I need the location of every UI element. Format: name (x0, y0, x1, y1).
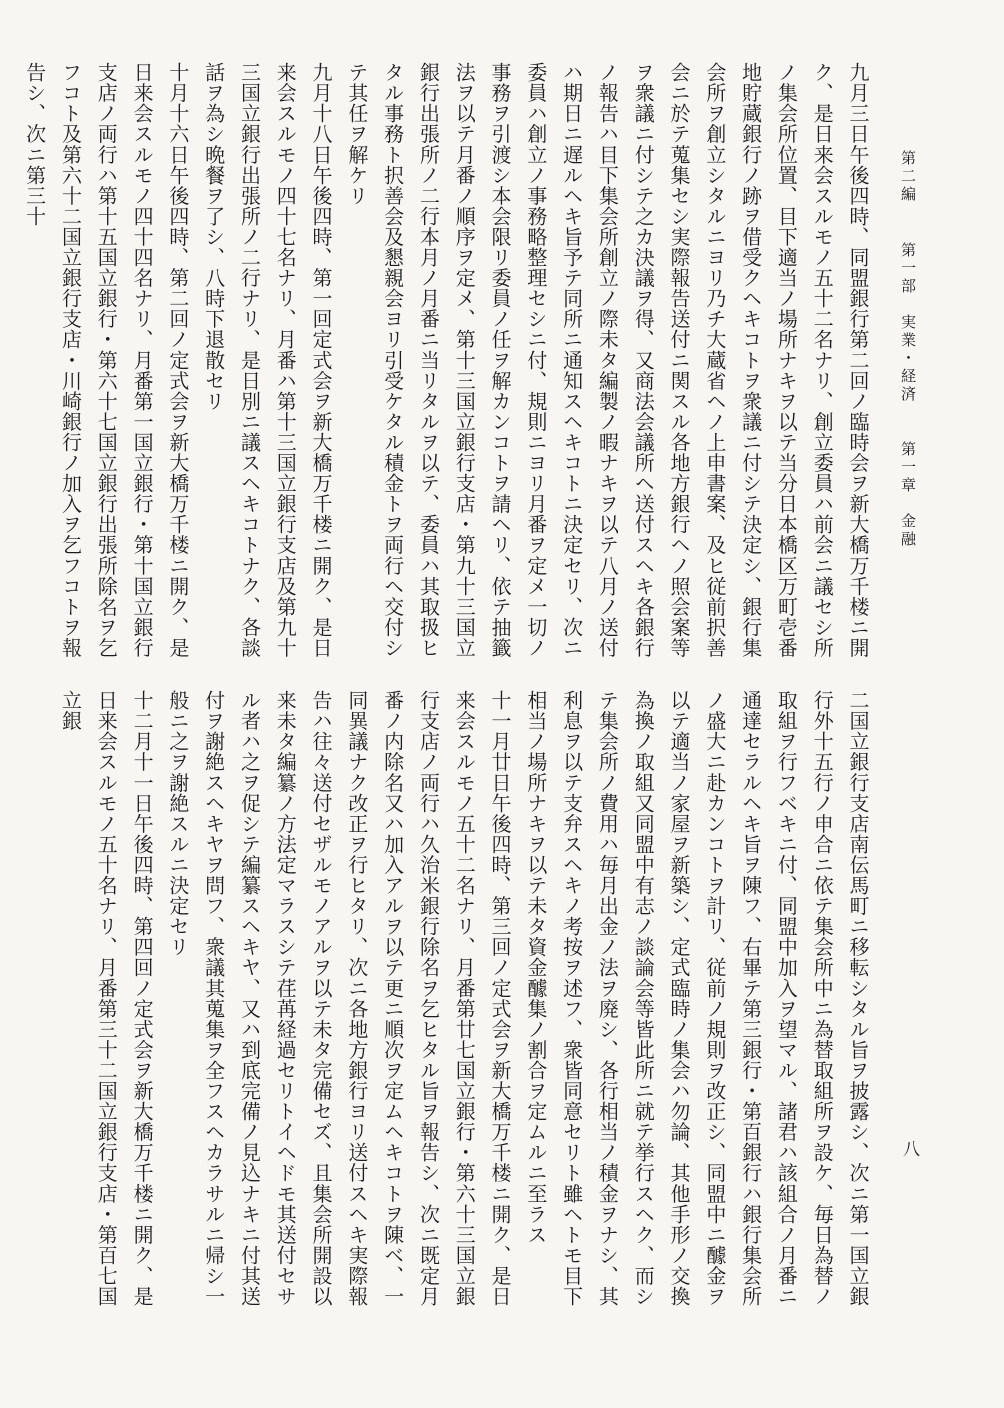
page-number: 八 (903, 1140, 920, 1160)
running-header (898, 150, 918, 549)
upper-body-text: 九月三日午後四時、同盟銀行第二回ノ臨時会ヲ新大橋万千楼ニ開ク、是日来会スルモノ五十二名ナリ、創立委員ハ前会ニ議セシ所ノ集会所位置、目下適当ノ場所ナキヲ以テ当分日本橋区万町壱番地貯蔵銀行ノ跡ヲ借受クヘキコトヲ衆議ニ付シテ決定シ、銀行集会所ヲ創立シタルニヨリ乃チ大蔵省ヘノ上申書案、及ヒ従前択善会ニ於テ蒐集セシ実際報告送付ニ関スル各地方銀行ヘノ照会案等ヲ衆議ニ付シテ之カ決議ヲ得、又商法会議所ヘ送付スヘキ各銀行ノ報告ハ目下集会所創立ノ際未タ編製ノ暇ナキヲ以テ八月ノ送付ハ期日ニ遅ルヘキ旨予テ同所ニ通知スヘキコトニ決定セリ、次ニ委員ハ創立ノ事務略整理セシニ付、規則ニヨリ月番ヲ定メ一切ノ事務ヲ引渡シ本会限リ委員ノ任ヲ解カンコトヲ請ヘリ、依テ抽籤法ヲ以テ月番ノ順序ヲ定メ、第十三国立銀行支店・第九十三国立銀行出張所ノ二行本月ノ月番ニ当リタルヲ以テ、委員ハ其取扱ヒタル事務ト択善会及懇親会ヨリ引受ケタル積金トヲ両行ヘ交付シテ其任ヲ解ケリ 九月十八日午後四時、第一回定式会ヲ新大橋万千楼ニ開ク、是日来会スルモノ四十七名ナリ、月番ハ第十三国立銀行支店及第九十三国立銀行出張所ノ二行ナリ、是日別ニ議スヘキコトナク、各談話ヲ為シ晩餐ヲ了シ、八時下退散セリ 十月十六日午後四時、第二回ノ定式会ヲ新大橋万千楼ニ開ク、是日来会スルモノ四十四名ナリ、月番第一国立銀行・第十国立銀行支店ノ両行ハ第十五国立銀行・第六十七国立銀行出張所除名ヲ乞フコト及第六十二国立銀行支店・川崎銀行ノ加入ヲ乞フコトヲ報告シ、次ニ第三十 (22, 62, 870, 658)
upper-text-block (22, 62, 875, 666)
header-part: 第二編 (899, 150, 917, 204)
header-section: 第一部 実業・経済 (899, 241, 917, 404)
lower-text-block (58, 690, 875, 1320)
lower-body-text: 二国立銀行支店南伝馬町ニ移転シタル旨ヲ披露シ、次ニ第一国立銀行外十五行ノ申合ニ依テ集会所中ニ為替取組所ヲ設ケ、毎日為替ノ取組ヲ行フベキニ付、同盟中加入ヲ望マル、諸君ハ該組合ノ月番ニ通達セラルヘキ旨ヲ陳フ、右畢テ第三銀行・第百銀行ハ銀行集会所ノ盛大ニ赴カンコトヲ計リ、従前ノ規則ヲ改正シ、同盟中ニ醵金ヲ以テ適当ノ家屋ヲ新築シ、定式臨時ノ集会ハ勿論、其他手形ノ交換為換ノ取組又同盟中有志ノ談論会等皆此所ニ就テ挙行スヘク、而シテ集会所ノ費用ハ毎月出金ノ法ヲ廃シ、各行相当ノ積金ヲナシ、其利息ヲ以テ支弁スヘキノ考按ヲ述フ、衆皆同意セリト雖ヘトモ目下相当ノ場所ナキヲ以テ未タ資金醵集ノ割合ヲ定ムルニ至ラス 十一月廿日午後四時、第三回ノ定式会ヲ新大橋万千楼ニ開ク、是日来会スルモノ五十二名ナリ、月番第廿七国立銀行・第六十三国立銀行支店ノ両行ハ久治米銀行除名ヲ乞ヒタル旨ヲ報告シ、次ニ既定月番ノ内除名又ハ加入アルヲ以テ更ニ順次ヲ定ムヘキコトヲ陳ベ、一同異議ナク改正ヲ行ヒタリ、次ニ各地方銀行ヨリ送付スヘキ実際報告ハ往々送付セザルモノアルヲ以テ未タ完備セズ、且集会所開設以来未タ編纂ノ方法定マラスシテ荏苒経過セリトイヘドモ其送付セサル者ハ之ヲ促シテ編纂スヘキヤ、又ハ到底完備ノ見込ナキニ付其送付ヲ謝絶スヘキヤヲ問フ、衆議其蒐集ヲ全フスヘカラサルニ帰シ一般ニ之ヲ謝絶スルニ決定セリ 十二月十一日午後四時、第四回ノ定式会ヲ新大橋万千楼ニ開ク、是日来会スルモノ五十名ナリ、月番第三十二国立銀行支店・第百七国立銀 (58, 690, 870, 1307)
header-chapter: 第一章 金融 (899, 441, 917, 550)
